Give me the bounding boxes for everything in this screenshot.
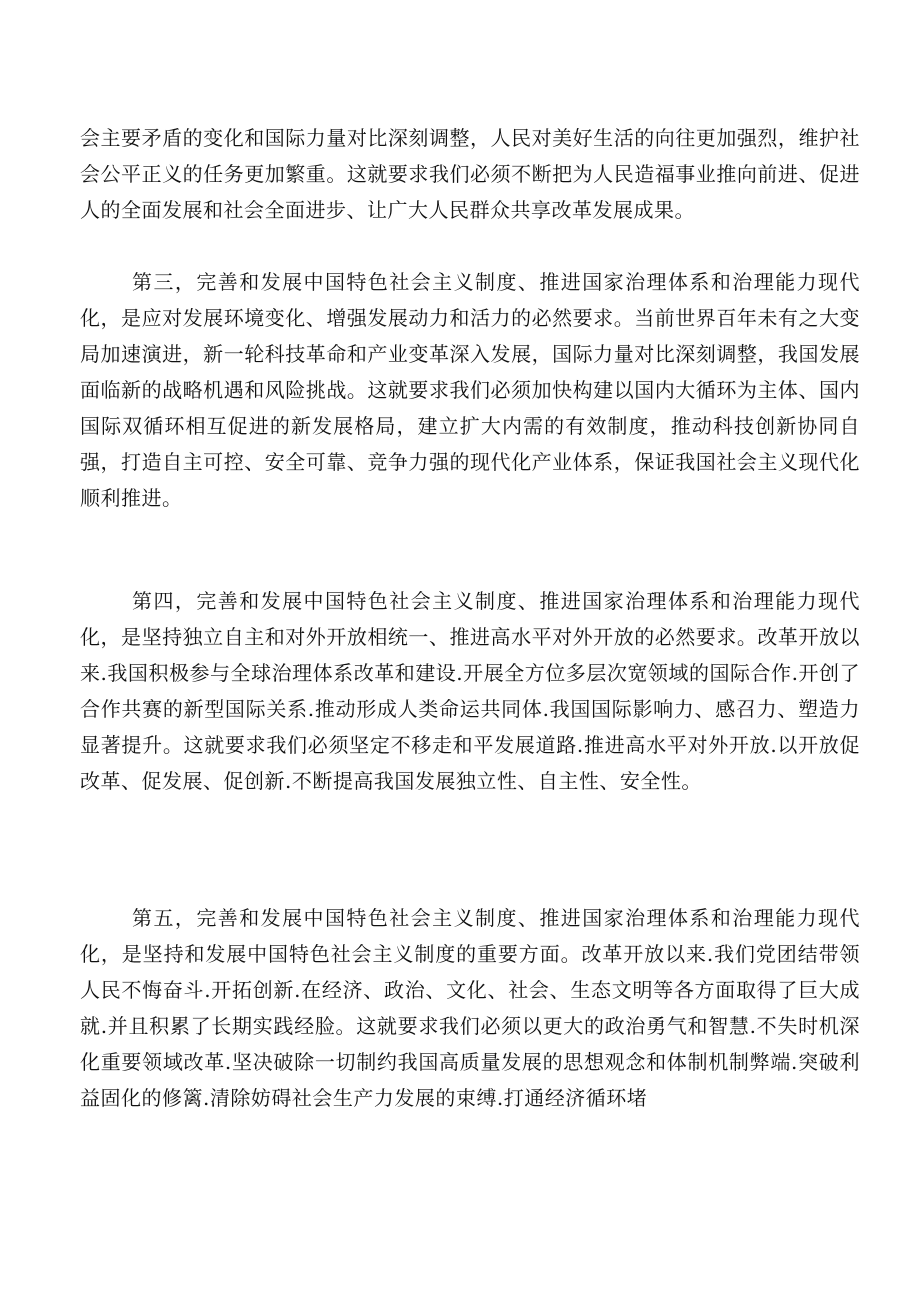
paragraph-fourth: 第四，完善和发展中国特色社会主义制度、推进国家治理体系和治理能力现代化，是坚持独立自主和对外开放相统一、推进高水平对外开放的必然要求。改革开放以来.我国积极参与全球治理体系改革和建设.开展全方位多层次宽领域的国际合作.开创了合作共赛的新型国际关系.推动形成人类命运共同体.我国国际影响力、感召力、塑造力显著提升。这就要求我们必须坚定不移走和平发展道路.推进高水平对外开放.以开放促改革、促发展、促创新.不断提高我国发展独立性、自主性、安全性。 xyxy=(80,589,860,793)
paragraph-fifth: 第五，完善和发展中国特色社会主义制度、推进国家治理体系和治理能力现代化，是坚持和发展中国特色社会主义制度的重要方面。改革开放以来.我们党团结带领人民不悔奋斗.开拓创新.在经济、政治、文化、社会、生态文明等各方面取得了巨大成就.并且积累了长期实践经脸。这就要求我们必须以更大的政治勇气和智慧.不失时机深化重要领域改革.坚决破除一切制约我国高质量发展的思想观念和体制机制弊端.突破利益固化的修篱.清除妨碍社会生产力发展的束缚.打通经济循环堵 xyxy=(80,906,860,1110)
paragraph-third: 第三，完善和发展中国特色社会主义制度、推进国家治理体系和治理能力现代化，是应对发展环境变化、增强发展动力和活力的必然要求。当前世界百年未有之大变局加速演进，新一轮科技革命和产业变革深入发展，国际力量对比深刻调整，我国发展面临新的战略机遇和风险挑战。这就要求我们必须加快构建以国内大循环为主体、国内国际双循环相互促进的新发展格局，建立扩大内需的有效制度，推动科技创新协同自强，打造自主可控、安全可靠、竞争力强的现代化产业体系，保证我国社会主义现代化顺利推进。 xyxy=(80,270,860,510)
paragraph-continued: 会主要矛盾的变化和国际力量对比深刻调整，人民对美好生活的向往更加强烈，维护社会公平正义的任务更加繁重。这就要求我们必须不断把为人民造福事业推向前进、促进人的全面发展和社会全面进步、让广大人民群众共享改革发展成果。 xyxy=(80,126,860,222)
